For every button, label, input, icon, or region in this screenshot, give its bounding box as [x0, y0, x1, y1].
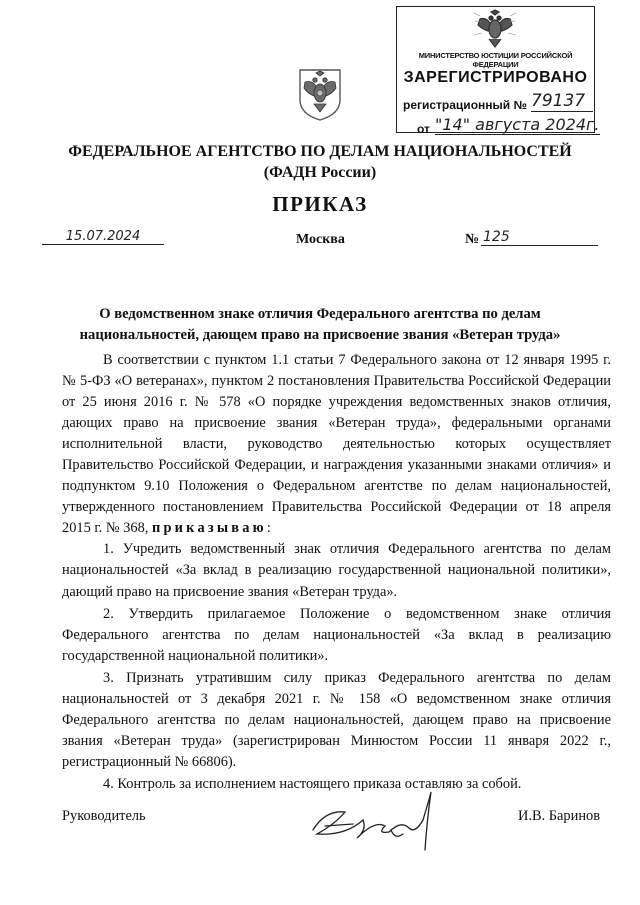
order-subject: О ведомственном знаке отличия Федерального агентства по делам национальностей, дающем право на присвоение звания «Ветеран труда»	[79, 306, 561, 343]
order-city: Москва	[296, 232, 345, 247]
stamp-ministry-name: МИНИСТЕРСТВО ЮСТИЦИИ РОССИЙСКОЙ ФЕДЕРАЦИИ	[418, 51, 573, 69]
order-item-1: 1. Учредить ведомственный знак отличия Федерального агентства по делам национальностей «За вклад в реализацию государственной национальной политики», дающий право на присвоение звания «Ветеран труда».	[62, 541, 611, 600]
order-body	[62, 350, 611, 795]
signatory-name: И.В. Баринов	[518, 808, 601, 824]
stamp-date-prefix: от	[417, 122, 430, 136]
stamp-registered-label: ЗАРЕГИСТРИРОВАНО	[403, 69, 588, 86]
document-type-title: ПРИКАЗ	[272, 192, 368, 216]
order-item-3: 3. Признать утратившим силу приказ Федерального агентства по делам национальностей от 3 декабря 2021 г. № 158 «О ведомственном знаке отличия Федерального агентства по делам национальностей, дающем право на присвоение звания «Ветеран труда» (зарегистрирован Минюстом России 11 января 2022 г., регистрационный № 66806).	[62, 669, 611, 770]
order-word-colon: :	[266, 520, 271, 537]
state-emblem-icon	[296, 66, 344, 122]
stamp-date: "14" августа 2024г.	[435, 115, 600, 134]
agency-name: ФЕДЕРАЛЬНОЕ АГЕНТСТВО ПО ДЕЛАМ НАЦИОНАЛЬНОСТЕЙ	[68, 143, 572, 160]
order-word: приказываю	[151, 520, 267, 537]
registration-stamp	[396, 6, 600, 136]
order-item-4: 4. Контроль за исполнением настоящего приказа оставляю за собой.	[103, 775, 522, 792]
handwritten-signature	[305, 790, 455, 860]
agency-short-name: (ФАДН России)	[263, 164, 377, 181]
order-number: 125	[481, 229, 598, 246]
stamp-reg-number-label: регистрационный №	[403, 98, 527, 112]
order-preamble	[62, 350, 611, 539]
stamp-eagle-emblem	[472, 9, 518, 51]
order-number-label: №	[465, 232, 480, 247]
order-date: 15.07.2024	[42, 229, 164, 245]
preamble-text: В соответствии с пунктом 1.1 статьи 7 Федерального закона от 12 января 1995 г. № 5-ФЗ «О ветеранах», пунктом 2 постановления Правительства Российской Федерации от 25 июня 2016 г. № 578 «О порядке учреждения ведомственных знаков отличия, дающих право на присвоение звания «Ветеран труда», федеральными органами исполнительной власти, руководство деятельностью которых осуществляет Правительство Российской Федерации, и награждения указанными знаками отличия» и подпунктом 9.10 Положения о Федеральном агентстве по делам национальностей, утвержденного постановлением Правительства Российской Федерации от 18 апреля 2015 г. № 368,	[62, 352, 611, 537]
order-item-2: 2. Утвердить прилагаемое Положение о ведомственном знаке отличия Федерального агентства по делам национальностей «За вклад в реализацию государственной национальной политики».	[62, 605, 611, 664]
stamp-reg-number: 79137	[531, 91, 593, 112]
signatory-title: Руководитель	[62, 808, 146, 824]
